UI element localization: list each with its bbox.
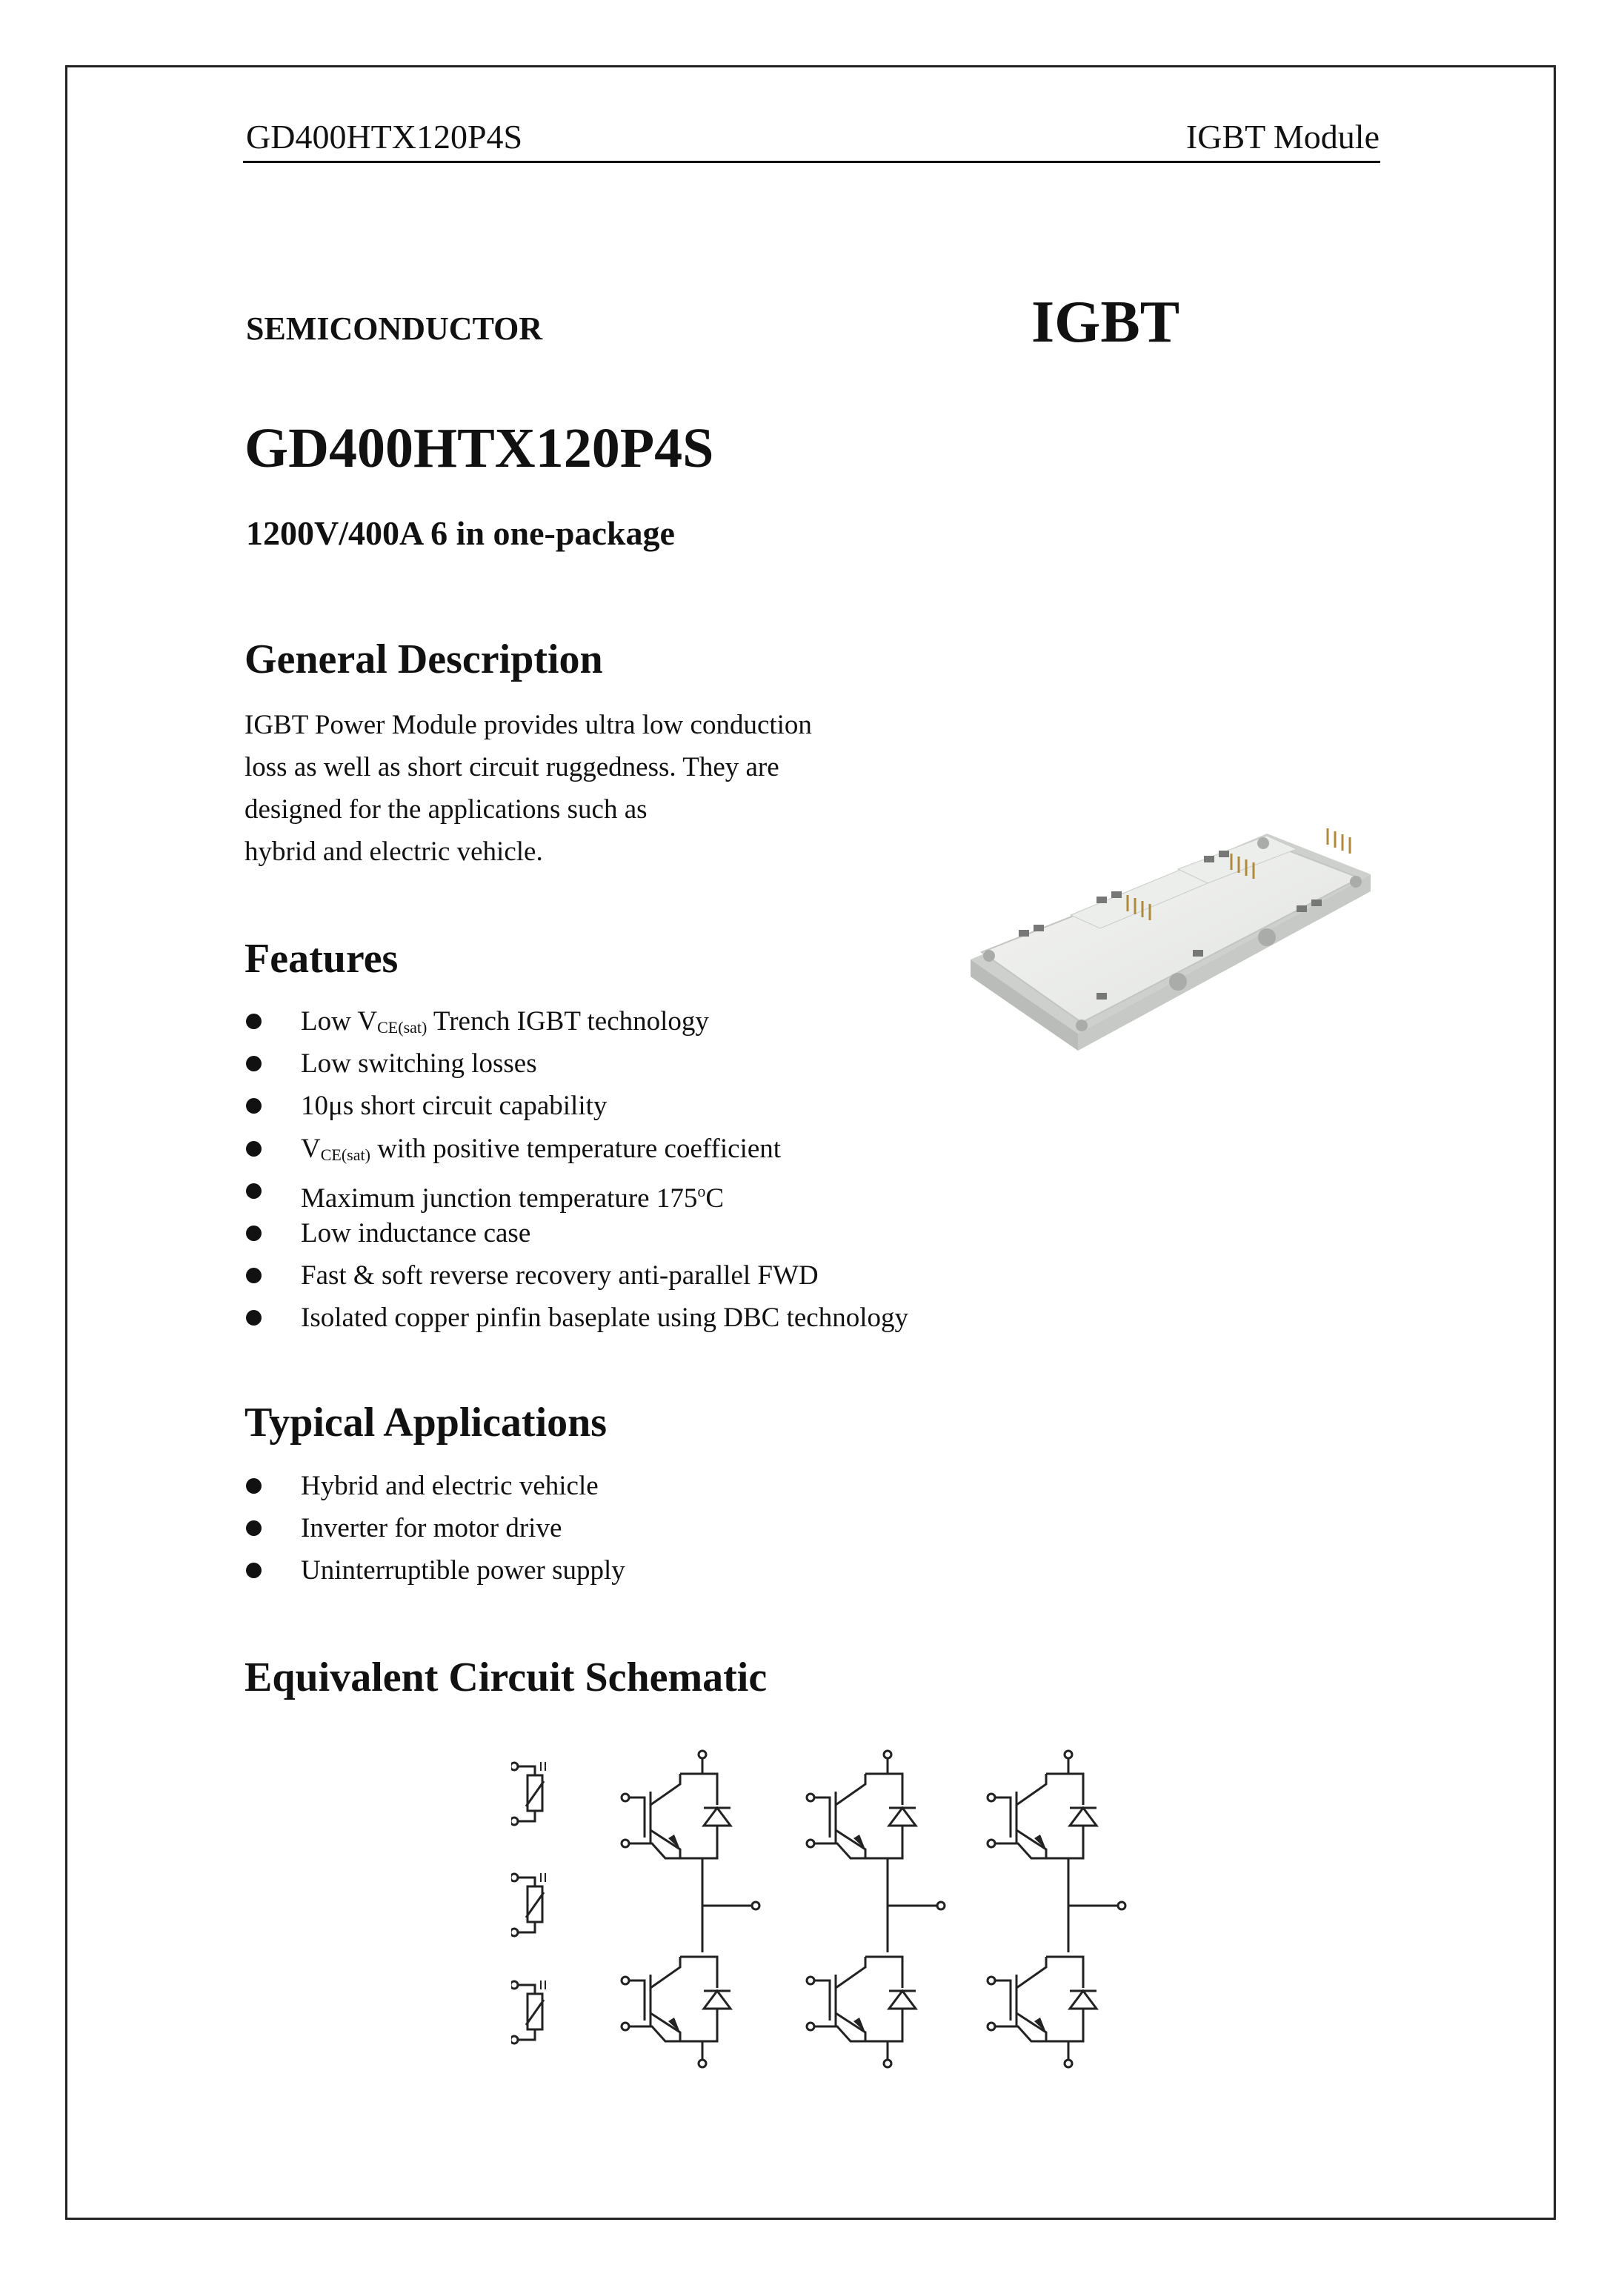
list-item: Low $V_{CE(sat)}$ Trench IGBT technology xyxy=(244,1000,908,1042)
equivalent-circuit-schematic xyxy=(511,1741,1163,2097)
general-description-text xyxy=(244,704,911,873)
list-item: Low switching losses xyxy=(244,1042,908,1085)
schematic-heading: Equivalent Circuit Schematic xyxy=(244,1655,768,1700)
bullet-icon xyxy=(246,1183,262,1199)
phase-w xyxy=(988,1751,1125,2067)
bullet-icon xyxy=(246,1098,262,1114)
list-item: Uninterruptible power supply xyxy=(244,1549,625,1592)
bullet-icon xyxy=(246,1563,262,1578)
bullet-icon xyxy=(246,1014,262,1029)
device-type-title: IGBT xyxy=(1031,290,1180,355)
list-item: $V_{CE(sat)}$ with positive temperature coefficient xyxy=(244,1128,908,1170)
part-number-title: GD400HTX120P4S xyxy=(244,417,714,479)
bullet-icon xyxy=(246,1478,262,1494)
description-line: loss as well as short circuit ruggedness. They are xyxy=(244,752,779,782)
list-item: Low inductance case xyxy=(244,1212,908,1254)
device-subtitle: 1200V/400A 6 in one-package xyxy=(246,514,675,552)
phase-v xyxy=(807,1751,945,2067)
list-item: Maximum junction temperature 175$^o$C xyxy=(244,1170,908,1212)
bullet-icon xyxy=(246,1141,262,1157)
list-item: Fast & soft reverse recovery anti-parallel FWD xyxy=(244,1254,908,1297)
general-description-heading: General Description xyxy=(244,636,603,682)
list-item: 10μs short circuit capability xyxy=(244,1085,908,1127)
header-rule xyxy=(243,161,1380,163)
bullet-icon xyxy=(246,1226,262,1241)
category-label: SEMICONDUCTOR xyxy=(246,310,543,347)
features-list xyxy=(244,1000,908,1340)
description-line: IGBT Power Module provides ultra low conduction xyxy=(244,710,812,740)
features-heading: Features xyxy=(244,936,399,982)
header-part-number: GD400HTX120P4S xyxy=(246,118,523,156)
igbt-module-image xyxy=(956,815,1385,1082)
list-item: Isolated copper pinfin baseplate using DBC technology xyxy=(244,1297,908,1339)
description-line: hybrid and electric vehicle. xyxy=(244,837,543,867)
bullet-icon xyxy=(246,1310,262,1326)
applications-heading: Typical Applications xyxy=(244,1400,608,1446)
list-item: Hybrid and electric vehicle xyxy=(244,1465,625,1507)
phase-u xyxy=(622,1751,759,2067)
header-doc-type: IGBT Module xyxy=(1185,118,1380,156)
list-item: Inverter for motor drive xyxy=(244,1507,625,1549)
bullet-icon xyxy=(246,1056,262,1071)
description-line: designed for the applications such as xyxy=(244,794,648,825)
bullet-icon xyxy=(246,1268,262,1283)
bullet-icon xyxy=(246,1520,262,1536)
applications-list xyxy=(244,1465,625,1592)
